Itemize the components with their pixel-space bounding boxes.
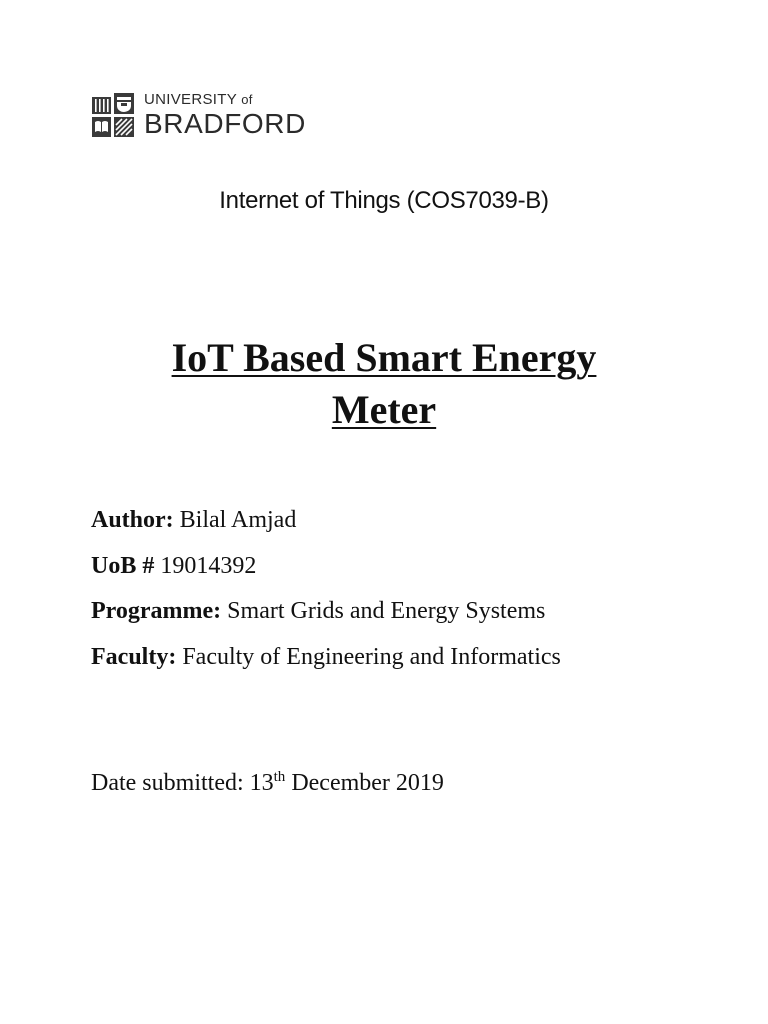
logo-line-university: UNIVERSITY of bbox=[144, 91, 253, 108]
university-logo bbox=[92, 91, 306, 139]
detail-label: Programme: bbox=[91, 598, 222, 624]
detail-value: Faculty of Engineering and Informatics bbox=[182, 643, 561, 670]
detail-row-faculty bbox=[91, 635, 561, 681]
module-title: Internet of Things (COS7039-B) bbox=[219, 187, 549, 214]
author-details bbox=[91, 498, 561, 680]
detail-row-author bbox=[91, 498, 561, 544]
detail-value: Bilal Amjad bbox=[179, 507, 297, 533]
logo-line-bradford: BRADFORD bbox=[144, 108, 306, 139]
report-title-line-2: Meter bbox=[331, 387, 437, 432]
university-crest-icon bbox=[92, 93, 134, 137]
report-title bbox=[0, 332, 768, 436]
report-title-line-1: IoT Based Smart Energy bbox=[171, 335, 597, 380]
detail-row-programme bbox=[91, 589, 561, 635]
detail-row-uob bbox=[91, 544, 561, 590]
date-ordinal-suffix: th bbox=[273, 769, 286, 785]
detail-label: Author: bbox=[91, 507, 174, 533]
detail-label: UoB # bbox=[91, 552, 155, 579]
detail-value: 19014392 bbox=[160, 552, 257, 579]
university-wordmark bbox=[144, 92, 306, 138]
date-submitted: Date submitted: 13th December 2019 bbox=[91, 769, 444, 796]
detail-value: Smart Grids and Energy Systems bbox=[227, 598, 546, 624]
detail-label: Faculty: bbox=[91, 643, 177, 670]
